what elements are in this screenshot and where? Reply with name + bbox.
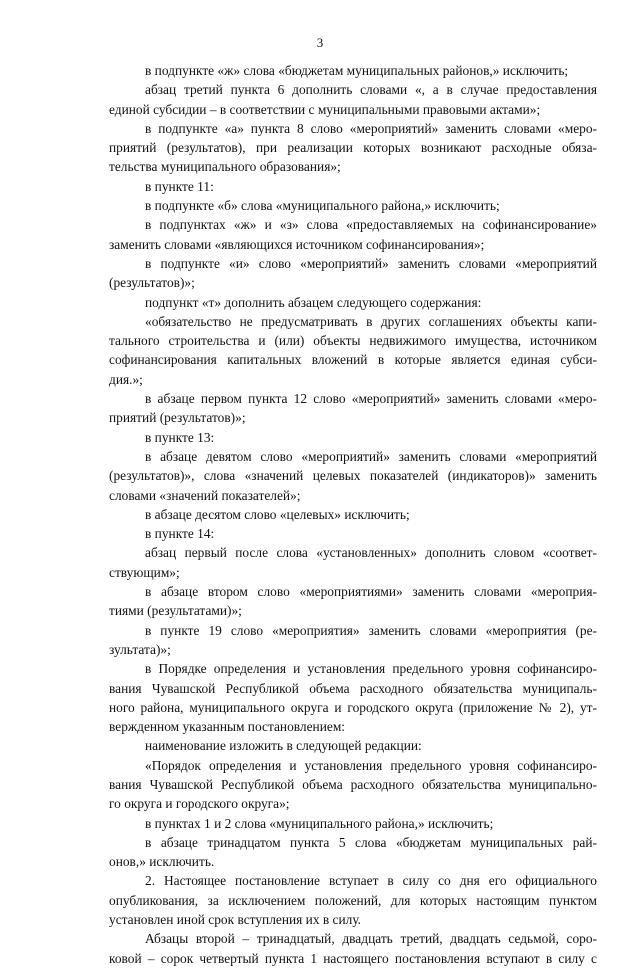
text-line: ковой – сорок четвертый пункта 1 настоящего постановления вступают в силу с [109, 950, 597, 966]
text-line: приятий (результатов)»; [109, 410, 246, 426]
text-line: 2. Настоящее постановление вступает в силу со дня его официального [145, 873, 597, 889]
text-line: (результатов)», слова «значений целевых показателей (индикаторов)» заменить [109, 468, 597, 484]
text-line: установлен иной срок вступления их в силу. [109, 912, 362, 928]
text-line: «Порядок определения и установления предельного уровня софинансиро- [145, 757, 597, 773]
text-line: в подпунктах «ж» и «з» слова «предоставляемых на софинансирование» [145, 217, 597, 233]
text-line: ствующим»; [109, 564, 180, 580]
text-line: Абзацы второй – тринадцатый, двадцать третий, двадцать седьмой, соро- [145, 931, 597, 947]
page-number: 3 [316, 35, 324, 50]
text-line: тиями (результатами)»; [109, 603, 242, 619]
text-line: в абзаце девятом слово «мероприятий» заменить словами «мероприятий [145, 448, 597, 464]
text-line: наименование изложить в следующей редакции: [145, 738, 422, 754]
text-line: в пункте 13: [145, 429, 215, 445]
text-line: вержденном указанным постановлением: [109, 719, 346, 735]
text-line: абзац первый после слова «установленных» дополнить словом «соответ- [145, 545, 597, 561]
text-line: в пункте 11: [145, 178, 214, 194]
text-line: в пункте 14: [145, 526, 215, 542]
text-line: вания Чувашской Республикой объема расходного обязательства муниципально- [109, 776, 597, 792]
text-line: подпункт «т» дополнить абзацем следующего содержания: [145, 294, 482, 310]
document-body [109, 61, 597, 968]
text-line: в Порядке определения и установления предельного уровня софинансиро- [145, 661, 597, 677]
text-line: го округа и городского округа»; [109, 796, 290, 812]
text-line: в пунктах 1 и 2 слова «муниципального района,» исключить; [145, 815, 494, 831]
text-line: в абзаце втором слово «мероприятиями» заменить словами «мероприя- [145, 584, 597, 600]
text-line: в абзаце первом пункта 12 слово «мероприятий» заменить словами «меро- [145, 391, 597, 407]
text-line: тельства муниципального образования»; [109, 159, 341, 175]
text-line: в абзаце десятом слово «целевых» исключить; [145, 506, 410, 522]
text-line: в подпункте «ж» слова «бюджетам муниципальных районов,» исключить; [145, 63, 569, 78]
text-line: в подпункте «и» слово «мероприятий» заменить словами «мероприятий [145, 255, 597, 271]
text-line: зультата)»; [109, 641, 171, 657]
text-line: дия.»; [109, 371, 143, 387]
text-line: в пункте 19 слово «мероприятия» заменить словами «мероприятия (ре- [145, 622, 597, 638]
text-line: в абзаце тринадцатом пункта 5 слова «бюджетам муниципальных рай- [145, 834, 597, 850]
text-line: вания Чувашской Республикой объема расходного обязательства муниципаль- [109, 680, 597, 696]
text-line: приятий (результатов), при реализации которых возникают расходные обяза- [109, 140, 597, 156]
text-line: в подпункте «а» пункта 8 слово «мероприятий» заменить словами «меро- [145, 120, 597, 136]
text-line: (результатов)»; [109, 275, 195, 291]
text-line: софинансирования капитальных вложений в которые является единая субси- [109, 352, 597, 368]
text-line: заменить словами «являющихся источником софинансирования»; [109, 236, 485, 252]
text-line: «обязательство не предусматривать в других соглашениях объекты капи- [145, 313, 597, 329]
text-line: словами «значений показателей»; [109, 487, 301, 503]
text-line: тального строительства и (или) объекты недвижимого имущества, источником [109, 333, 597, 349]
text-line: опубликования, за исключением положений, для которых настоящим пунктом [109, 892, 597, 908]
text-line: ного района, муниципального округа и городского округа (приложение № 2), ут- [109, 699, 597, 715]
text-line: абзац третий пункта 6 дополнить словами «, а в случае предоставления [145, 82, 597, 98]
text-line: единой субсидии – в соответствии с муниципальными правовыми актами»; [109, 101, 541, 117]
text-line: в подпункте «б» слова «муниципального района,» исключить; [145, 198, 500, 214]
text-line: онов,» исключить. [109, 854, 215, 870]
